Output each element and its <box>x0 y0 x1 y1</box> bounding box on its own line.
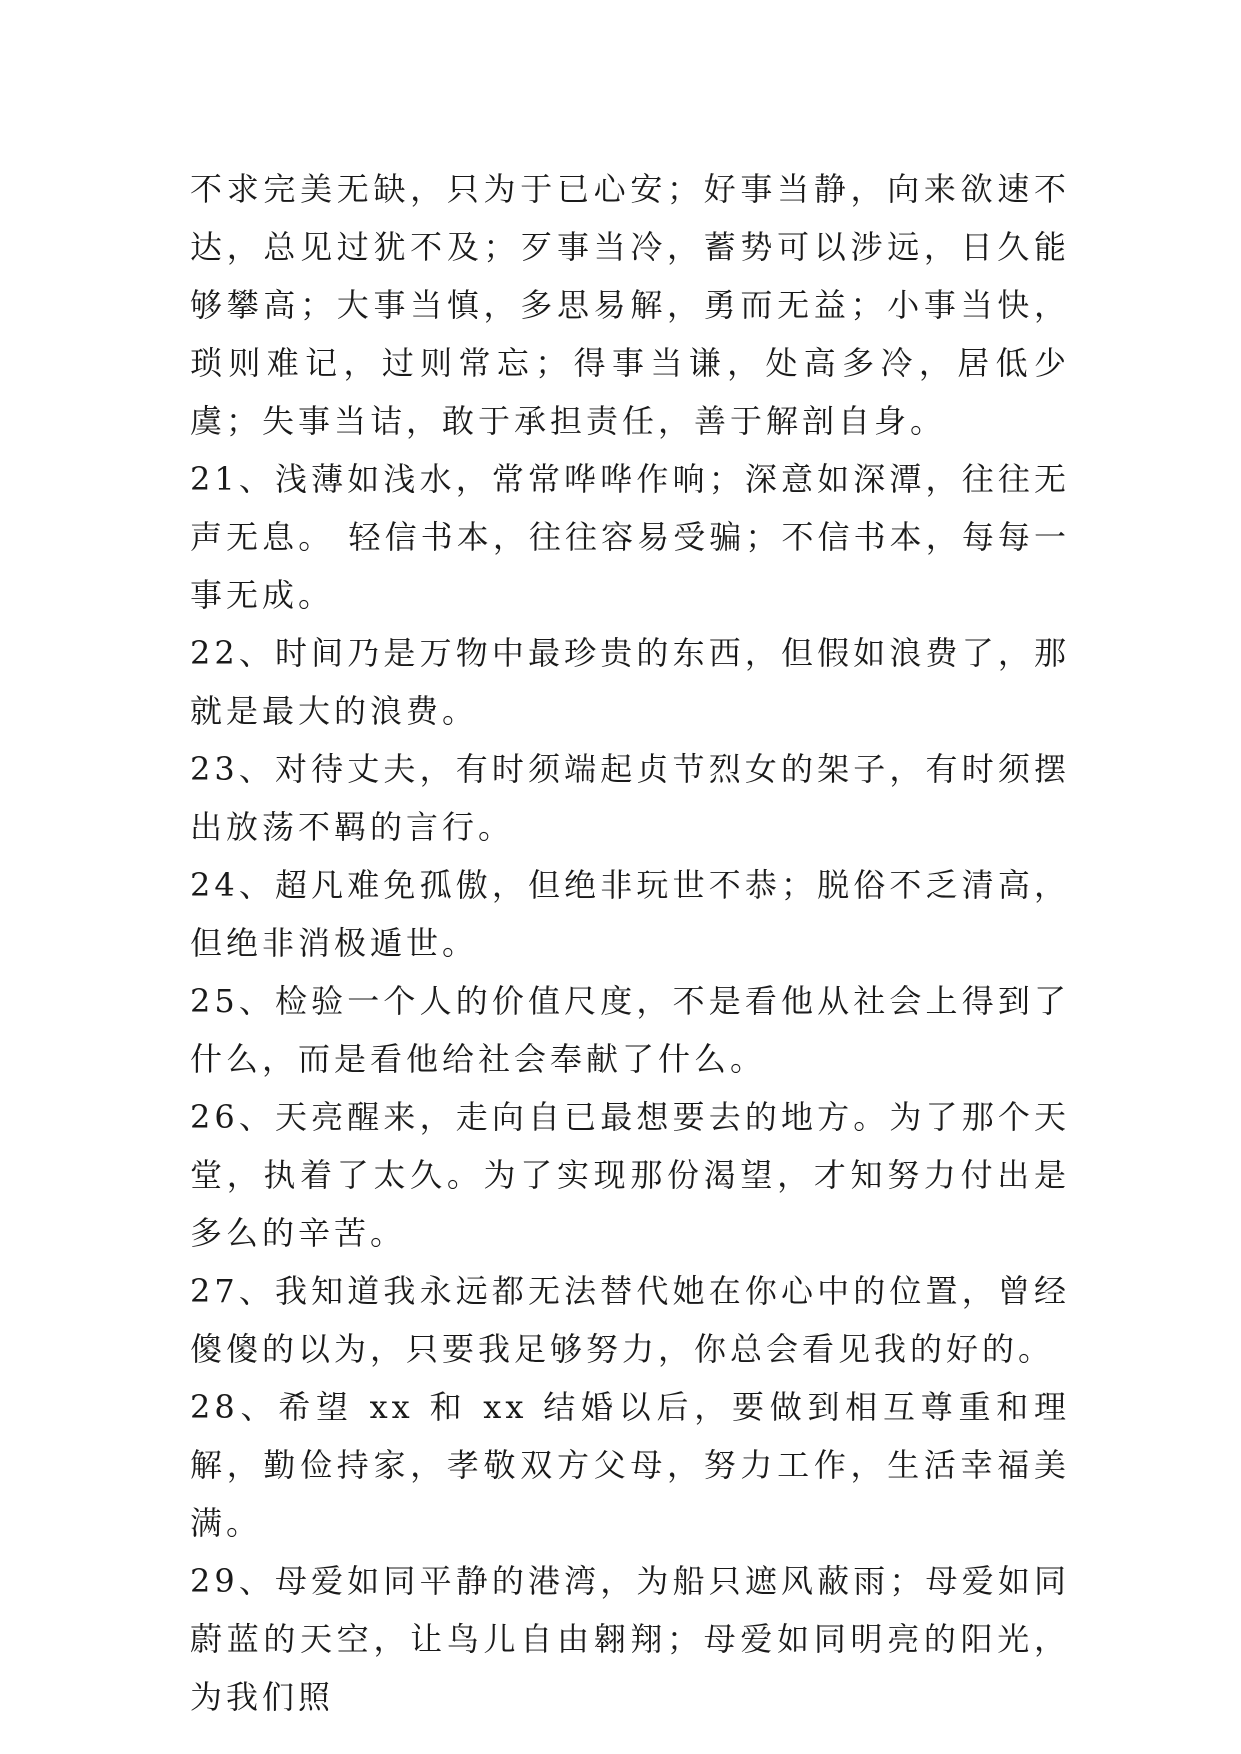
paragraph-27: 27、我知道我永远都无法替代她在你心中的位置，曾经傻傻的以为，只要我足够努力，你总会看见我的好的。 <box>190 1272 1070 1368</box>
paragraph-25: 25、检验一个人的价值尺度，不是看他从社会上得到了什么，而是看他给社会奉献了什么。 <box>190 982 1070 1078</box>
paragraph-26: 26、天亮醒来，走向自已最想要去的地方。为了那个天堂，执着了太久。为了实现那份渴望，才知努力付出是多么的辛苦。 <box>190 1098 1070 1252</box>
paragraph-24: 24、超凡难免孤傲，但绝非玩世不恭；脱俗不乏清高，但绝非消极遁世。 <box>190 866 1070 962</box>
paragraph-22: 22、时间乃是万物中最珍贵的东西，但假如浪费了，那就是最大的浪费。 <box>190 634 1070 730</box>
document-body <box>190 160 1070 1726</box>
paragraph-28: 28、希望 xx 和 xx 结婚以后，要做到相互尊重和理解，勤俭持家，孝敬双方父母，努力工作，生活幸福美满。 <box>190 1388 1070 1542</box>
paragraph-21: 21、浅薄如浅水，常常哗哗作响；深意如深潭，往往无声无息。 轻信书本，往往容易受骗；不信书本，每每一事无成。 <box>190 460 1070 614</box>
paragraph-29: 29、母爱如同平静的港湾，为船只遮风蔽雨；母爱如同蔚蓝的天空，让鸟儿自由翱翔；母爱如同明亮的阳光，为我们照 <box>190 1562 1070 1716</box>
paragraph-intro: 不求完美无缺，只为于已心安；好事当静，向来欲速不达，总见过犹不及；歹事当冷，蓄势可以涉远，日久能够攀高；大事当慎，多思易解，勇而无益；小事当快，琐则难记，过则常忘；得事当谦，处高多冷，居低少虞；失事当诘，敢于承担责任，善于解剖自身。 <box>190 170 1070 440</box>
paragraph-23: 23、对待丈夫，有时须端起贞节烈女的架子，有时须摆出放荡不羁的言行。 <box>190 750 1070 846</box>
